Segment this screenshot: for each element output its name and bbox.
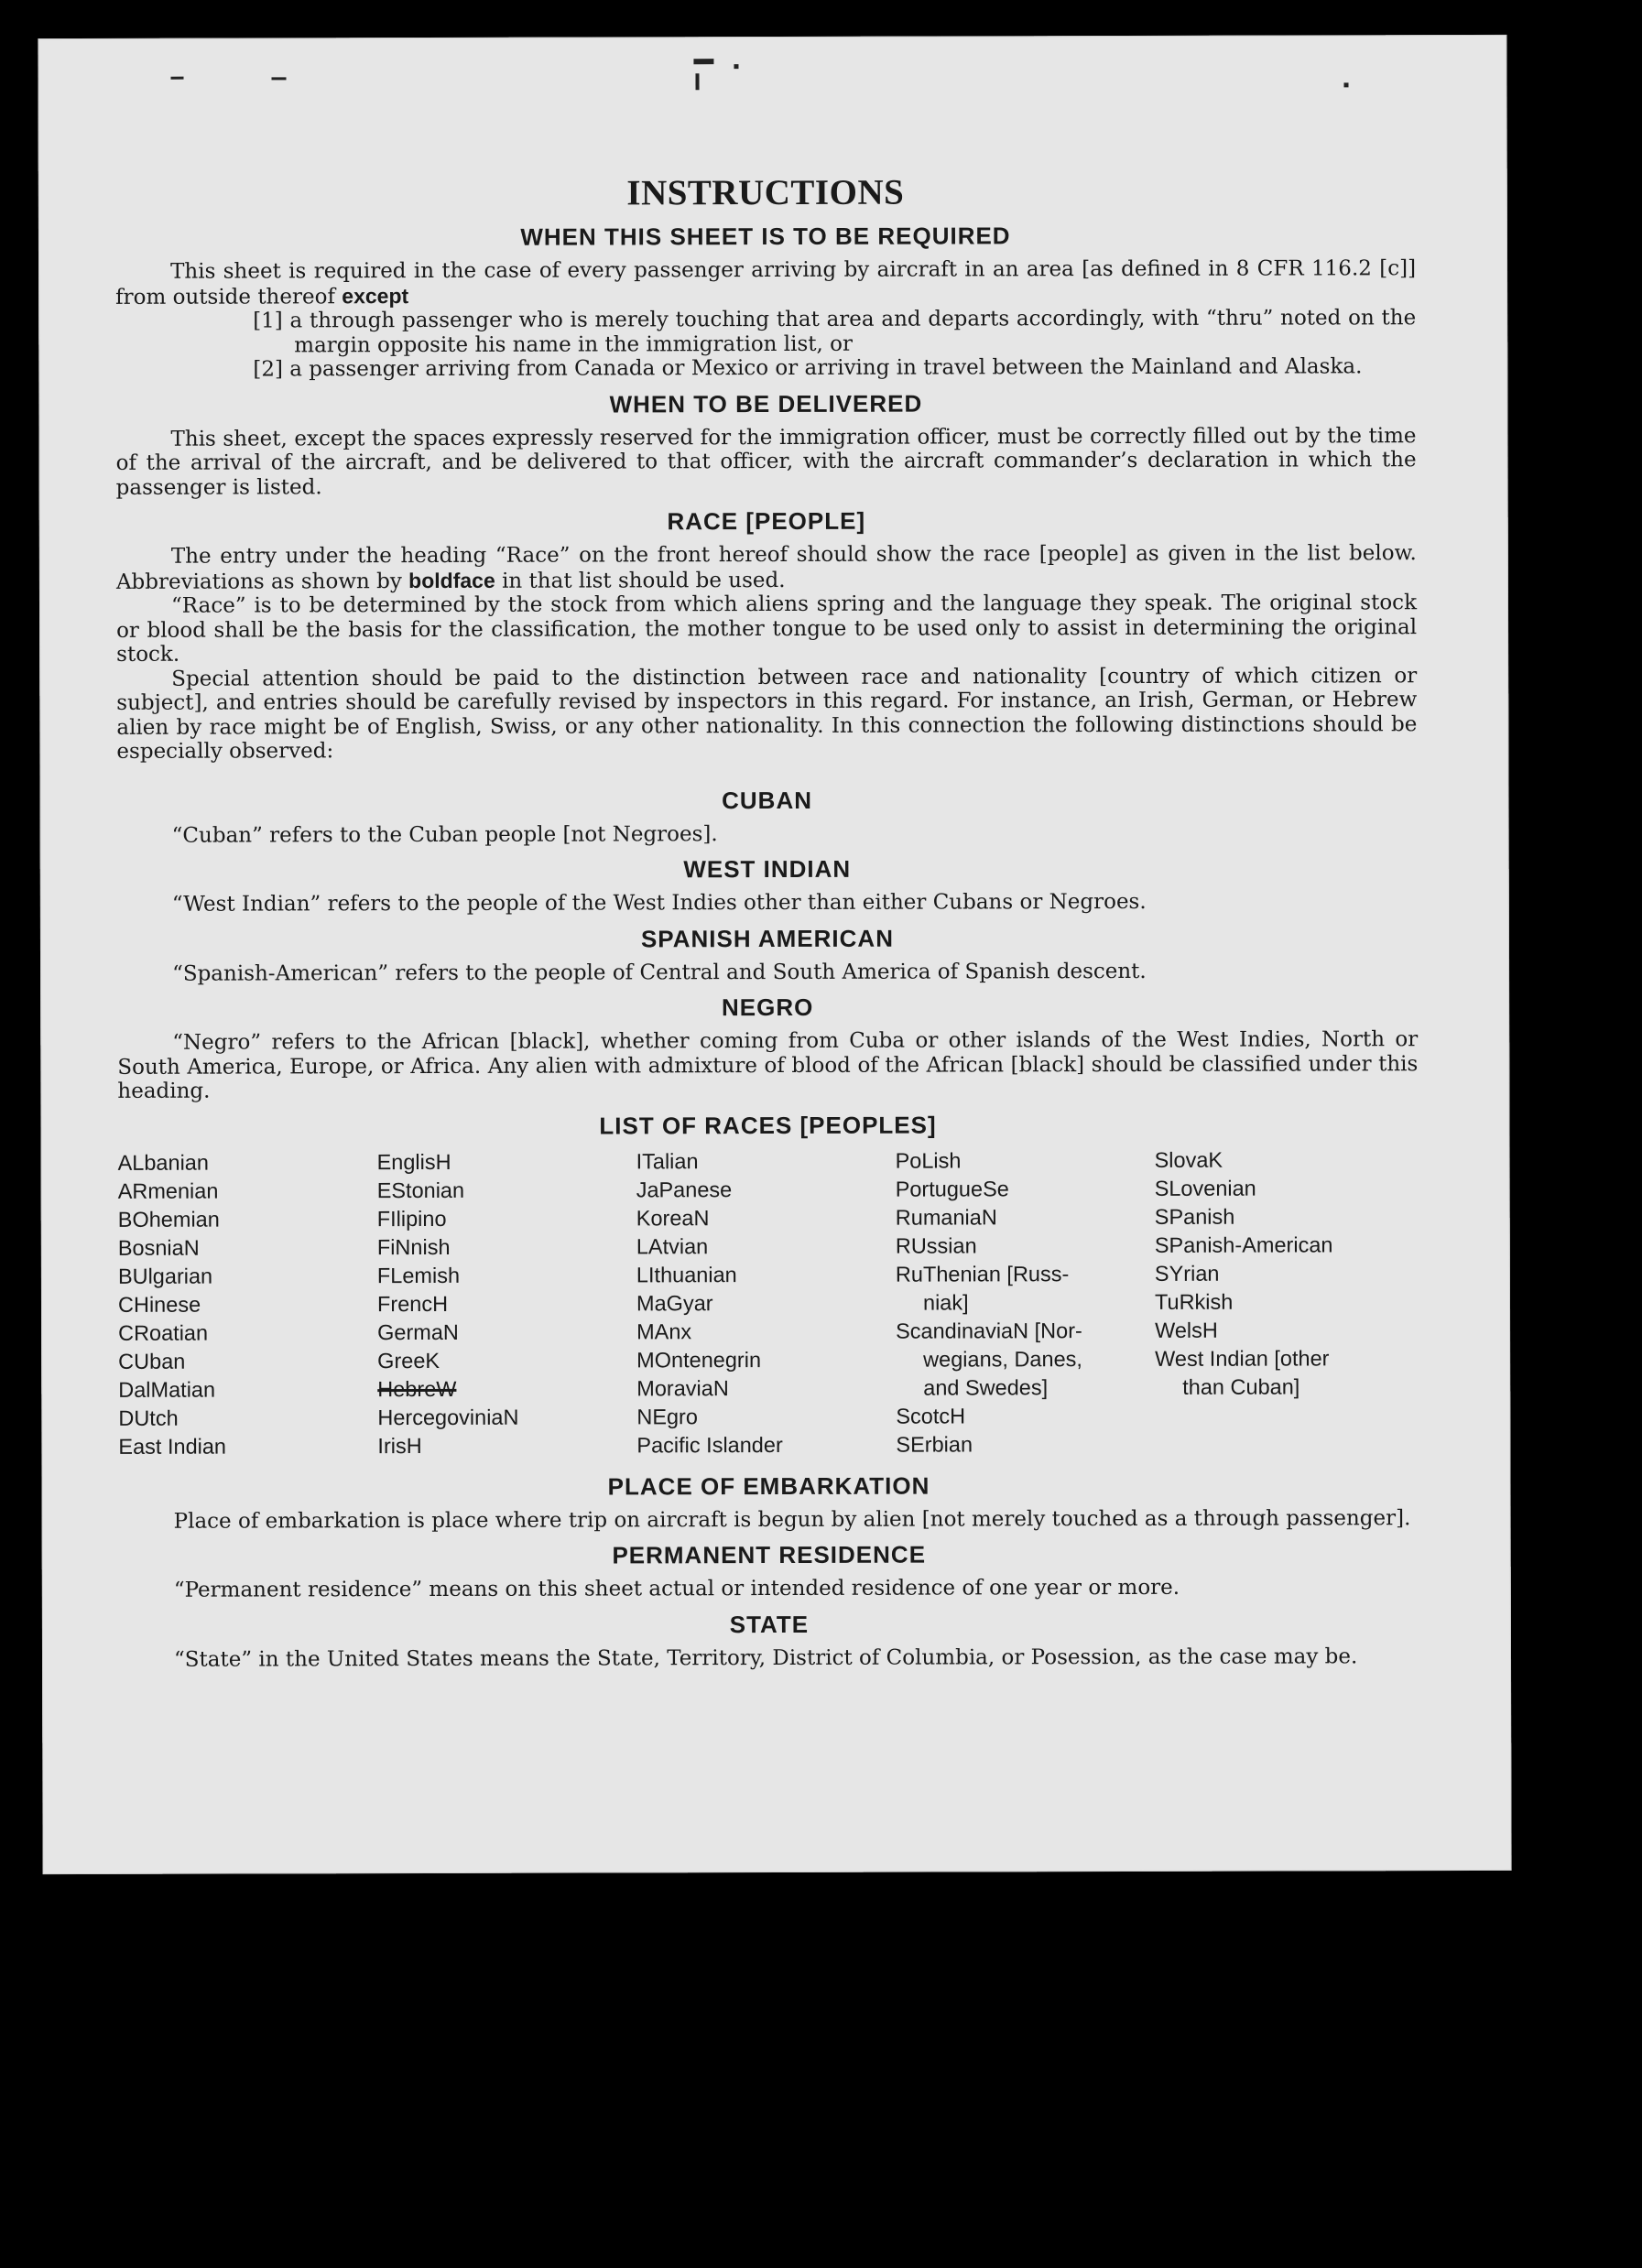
race-entry-continued: than Cuban] [1182,1374,1300,1399]
heading-negro: NEGRO [721,993,814,1022]
race-entry: KoreaN [636,1205,710,1230]
race-entry: PoLish [895,1147,962,1173]
race-entry: ARmenian [117,1178,219,1203]
page-title: INSTRUCTIONS [626,172,905,213]
instructions-body [115,136,1419,1672]
scan-speck [734,64,738,69]
paragraph-when-delivered: This sheet, except the spaces expressly reserved for the immigration officer, must be correctly filled out by the time of the arrival of the aircraft, and be delivered to that officer, with the aircraft commander’s declaration in which the passenger is listed. [115,423,1417,500]
heading-list-of-races: LIST OF RACES [PEOPLES] [599,1111,937,1140]
race-entry: SlovaK [1154,1147,1223,1172]
heading-state: STATE [729,1610,810,1638]
heading-west-indian: WEST INDIAN [683,854,852,884]
paragraph-state: “State” in the United States means the State, Territory, District of Columbia, or Posession, as the case may be. [173,1644,1358,1672]
scan-speck [170,77,183,80]
race-entry: RuThenian [Russ- [895,1261,1070,1286]
race-entry: WelsH [1155,1318,1218,1342]
race-entry: EStonian [376,1177,465,1202]
race-entry: FrencH [376,1291,449,1316]
race-entry: FiNnish [376,1234,451,1259]
document-page [38,35,1511,1874]
paragraph-spanish-american: “Spanish-American” refers to the people of Central and South America of Spanish descent. [172,959,1147,986]
paragraph-race-2: “Race” is to be determined by the stock from which aliens spring and the language they speak. The original stock or blood shall be the basis for the classification, the mother tongue to be used only to assist in determining the original stock. [116,591,1418,667]
race-entry: DalMatian [118,1377,216,1402]
paragraph-embarkation: Place of embarkation is place where trip on aircraft is begun by alien [not merely touched as a through passenger]. [173,1505,1411,1534]
scan-speck [695,73,699,90]
scan-speck [271,77,286,80]
exception-item-2: [2] a passenger arriving from Canada or Mexico or arriving in travel between the Mainland and Alaska. [253,354,1363,382]
race-entry: ITalian [636,1148,699,1173]
heading-embarkation: PLACE OF EMBARKATION [607,1471,930,1500]
race-entry: FLemish [376,1263,461,1287]
race-entry: SLovenian [1154,1176,1256,1200]
paragraph-text: This sheet is required in the case of every passenger arriving by aircraft in an area [as defined in 8 CFR 116.2 [c]] from outside thereof [115,256,1417,309]
race-entry-continued: niak] [922,1289,969,1315]
race-entry: ALbanian [117,1150,209,1175]
paragraph-residence: “Permanent residence” means on this sheet actual or intended residence of one year or more. [173,1575,1180,1602]
race-entry: DUtch [118,1405,179,1430]
race-entry: Pacific Islander [636,1432,783,1457]
race-entry: IrisH [377,1433,422,1458]
heading-residence: PERMANENT RESIDENCE [612,1540,927,1569]
race-entry-continued: wegians, Danes, [923,1346,1082,1372]
race-column-4 [896,1145,1156,1459]
race-entry: MAnx [636,1318,692,1343]
paragraph-race-1 [116,541,1417,594]
race-column-1 [118,1148,378,1461]
heading-when-delivered: WHEN TO BE DELIVERED [609,389,923,418]
paragraph-west-indian: “West Indian” refers to the people of the West Indies other than either Cubans or Negroes. [171,889,1147,917]
race-entry: LIthuanian [636,1262,737,1286]
race-entry: ScotcH [896,1403,966,1428]
bold-text: boldface [408,568,495,592]
race-entry: SErbian [896,1431,973,1457]
race-entry: BosniaN [117,1235,200,1260]
race-entry: West Indian [other [1155,1345,1330,1371]
scan-speck [693,59,713,64]
race-entry: TuRkish [1154,1289,1234,1314]
race-entry: SPanish [1154,1204,1235,1229]
race-entry: EnglisH [376,1149,451,1174]
race-entry: ScandinaviaN [Nor- [896,1318,1082,1343]
paragraph-text: The entry under the heading “Race” on the front hereof should show the race [people] as given in the list below. Abbreviations as shown by [115,541,1417,594]
race-entry: SPanish-American [1154,1232,1333,1257]
race-entry: SYrian [1154,1261,1220,1286]
paragraph-cuban: “Cuban” refers to the Cuban people [not Negroes]. [171,821,718,848]
race-entry: CUban [118,1349,186,1373]
race-entry: BUlgarian [117,1264,213,1288]
race-column-3 [636,1146,897,1460]
race-entry: FIlipino [376,1206,447,1231]
race-entry-continued: and Swedes] [923,1374,1049,1400]
paragraph-negro: “Negro” refers to the African [black], whether coming from Cuba or other islands of the West Indies, North or South America, Europe, or Africa. Any alien with admixture of blood of the African [black] should be classified under this heading. [117,1027,1419,1103]
race-entry: RUssian [895,1232,977,1258]
race-entry: CHinese [117,1292,201,1317]
race-entry: East Indian [118,1434,227,1459]
heading-when-required: WHEN THIS SHEET IS TO BE REQUIRED [520,222,1011,251]
race-entry: GreeK [377,1348,440,1373]
heading-cuban: CUBAN [722,786,813,814]
heading-race: RACE [PEOPLE] [667,506,866,536]
race-entry-struck: HebreW [377,1376,457,1401]
race-entry: MOntenegrin [636,1347,762,1372]
race-entry: PortugueSe [895,1176,1009,1201]
race-entry: LAtvian [636,1233,709,1258]
race-entry: NEgro [636,1404,698,1428]
race-entry: CRoatian [118,1320,209,1345]
race-entry: MaGyar [636,1290,713,1315]
race-column-5 [1155,1145,1415,1459]
race-entry: GermaN [377,1319,459,1344]
heading-spanish-american: SPANISH AMERICAN [640,924,894,952]
race-entry: RumaniaN [895,1204,997,1230]
paragraph-text: in that list should be used. [502,568,786,593]
exception-item-1: [1] a through passenger who is merely touching that area and departs accordingly, with “thru” noted on the margin opposite his name in the immigration list, or [253,306,1417,357]
race-column-2 [377,1147,637,1460]
scan-speck [1344,82,1349,87]
race-entry: BOhemian [117,1207,220,1232]
bold-text: except [342,283,409,308]
paragraph-race-3: Special attention should be paid to the distinction between race and nationality [country of which citizen or subject], and entries should be carefully revised by inspectors in this regard. For instance, an Irish, German, or Hebrew alien by race might be of English, Swiss, or any other nationality. In this connection the following distinctions should be especially observed: [116,663,1418,764]
race-entry: MoraviaN [636,1375,729,1400]
race-list [118,1145,1419,1461]
race-entry: JaPanese [636,1177,733,1201]
paragraph-when-required [115,256,1416,309]
race-entry: HercegoviniaN [377,1405,519,1429]
